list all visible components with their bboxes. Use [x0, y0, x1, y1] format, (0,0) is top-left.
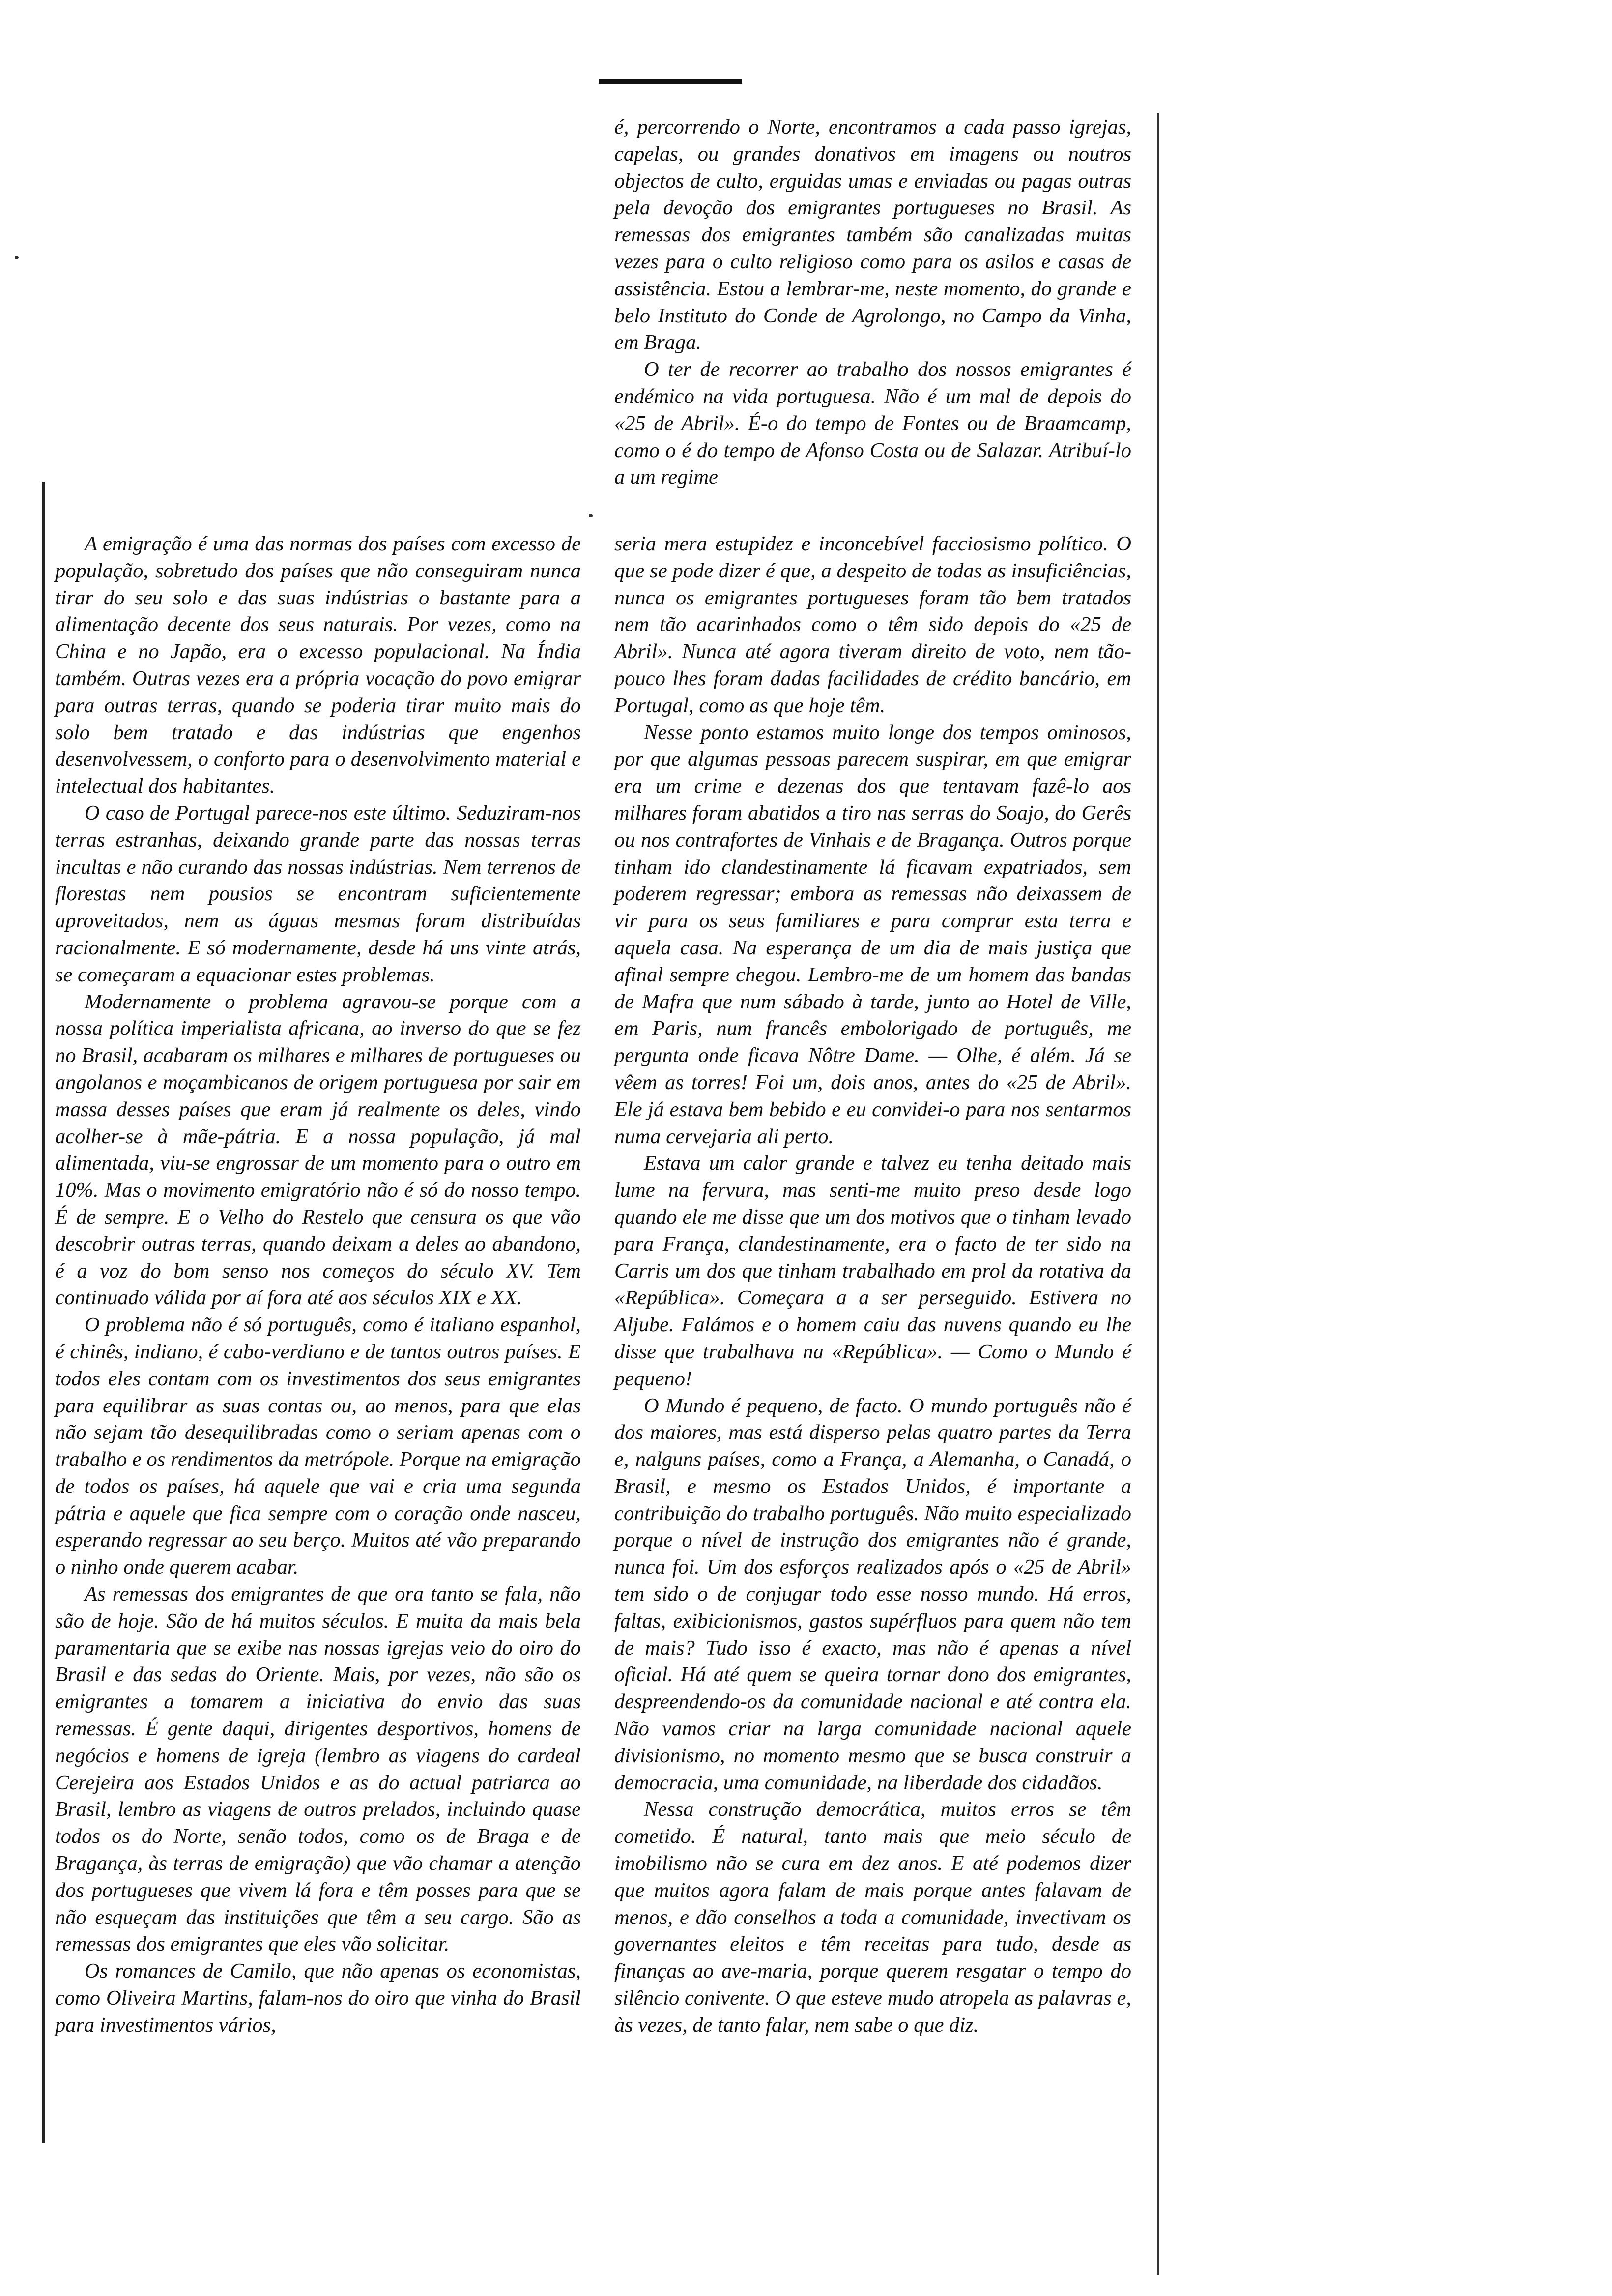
paragraph: Modernamente o problema agravou-se porque com a nossa política imperialista africana, ao inverso do que se fez no Brasil, acabaram os milhares e milhares de portugueses ou angolanos e moçambicanos de origem portuguesa por sair em massa desses países que eram já realmente os deles, vindo acolher-se à mãe-pátria. E a nossa população, já mal alimentada, viu-se engrossar de um momento para o outro em 10%. Mas o movimento emigratório não é só do nosso tempo. É de sempre. E o Velho do Restelo que censura os que vão descobrir outras terras, quando deixam a deles ao abandono, é a voz do bom senso nos começos do século XV. Tem continuado válida por aí fora até aos séculos XIX e XX.: [55, 990, 581, 1310]
right-column-rule: [1157, 113, 1159, 2275]
paragraph: Os romances de Camilo, que não apenas os economistas, como Oliveira Martins, falam-nos do oiro que vinha do Brasil para investimentos vários,: [55, 1959, 581, 2037]
paragraph: Estava um calor grande e talvez eu tenha deitado mais lume na fervura, mas senti-me muito preso desde logo quando ele me disse que um dos motivos que o tinham levado para França, clandestinamente, era o facto de ter sido na Carris um dos que tinham trabalhado em prol da rotativa da «República». Começara a a ser perseguido. Estivera no Aljube. Falámos e o homem caiu das nuvens quando eu lhe disse que trabalhava na «República». — Como o Mundo é pequeno!: [614, 1151, 1131, 1390]
left-column-rule: [42, 482, 45, 2143]
article-column-right-bottom: [614, 531, 1131, 2039]
scan-speck: [15, 256, 19, 259]
paragraph: Nesse ponto estamos muito longe dos tempos ominosos, por que algumas pessoas parecem suspirar, em que emigrar era um crime e dezenas dos que tentavam fazê-lo aos milhares foram abatidos a tiro nas serras do Soajo, do Gerês ou nos contrafortes de Vinhais e de Bragança. Outros porque tinham ido clandestinamente lá ficavam expatriados, sem poderem regressar; embora as remessas não deixassem de vir para os seus familiares e para comprar esta terra e aquela casa. Na esperança de um dia de mais justiça que afinal sempre chegou. Lembro-me de um homem das bandas de Mafra que num sábado à tarde, junto ao Hotel de Ville, em Paris, num francês embolorigado de português, me pergunta onde ficava Nôtre Dame. — Olhe, é além. Já se vêem as torres! Foi um, dois anos, antes do «25 de Abril». Ele já estava bem bebido e eu convidei-o para nos sentarmos numa cervejaria ali perto.: [614, 720, 1131, 1148]
paragraph: é, percorrendo o Norte, encontramos a cada passo igrejas, capelas, ou grandes donativos em imagens ou noutros objectos de culto, erguidas umas e enviadas ou pagas outras pela devoção dos emigrantes portugueses no Brasil. As remessas dos emigrantes também são canalizadas muitas vezes para o culto religioso como para os asilos e casas de assistência. Estou a lembrar-me, neste momento, do grande e belo Instituto do Conde de Agrolongo, no Campo da Vinha, em Braga.: [614, 115, 1131, 354]
paragraph: O Mundo é pequeno, de facto. O mundo português não é dos maiores, mas está disperso pelas quatro partes da Terra e, nalguns países, como a França, a Alemanha, o Canadá, o Brasil, e mesmo os Estados Unidos, é importante a contribuição do trabalho português. Não muito especializado porque o nível de instrução dos emigrantes não é grande, nunca foi. Um dos esforços realizados após o «25 de Abril» tem sido o de conjugar todo esse nosso mundo. Há erros, faltas, exibicionismos, gastos supérfluos para quem não tem de mais? Tudo isso é exacto, mas não é apenas a nível oficial. Há até quem se queira tornar dono dos emigrantes, despreendendo-os da comunidade nacional e até contra ela. Não vamos criar na larga comunidade nacional aquele divisionismo, no momento mesmo que se busca construir a democracia, uma comunidade, na liberdade dos cidadãos.: [614, 1394, 1131, 1794]
paragraph: seria mera estupidez e inconcebível facciosismo político. O que se pode dizer é que, a despeito de todas as insuficiências, nunca os emigrantes portugueses foram tão bem tratados nem tão acarinhados como o têm sido depois do «25 de Abril». Nunca até agora tiveram direito de voto, nem tão-pouco lhes foram dadas facilidades de crédito bancário, em Portugal, como as que hoje têm.: [614, 532, 1131, 717]
paragraph: A emigração é uma das normas dos países com excesso de população, sobretudo dos países que não conseguiram nunca tirar do seu solo e das suas indústrias o bastante para a alimentação decente dos seus naturais. Por vezes, como na China e no Japão, era o excesso populacional. Na Índia também. Outras vezes era a própria vocação do povo emigrar para outras terras, quando se poderia tirar muito mais do solo bem tratado e das indústrias que engenhos desenvolvessem, o conforto para o desenvolvimento material e intelectual dos habitantes.: [55, 532, 581, 798]
paragraph: Nessa construção democrática, muitos erros se têm cometido. É natural, tanto mais que meio século de imobilismo não se cura em dez anos. E até podemos dizer que muitos agora falam de mais porque antes falavam de menos, e dão conselhos a toda a comunidade, invectivam os governantes eleitos e têm receitas para tudo, desde as finanças ao ave-maria, porque querem resgatar o tempo do silêncio conivente. O que esteve mudo atropela as palavras e, às vezes, de tanto falar, nem sabe o que diz.: [614, 1798, 1131, 2037]
paragraph: O caso de Portugal parece-nos este último. Seduziram-nos terras estranhas, deixando grande parte das nossas terras incultas e não curando das nossas indústrias. Nem terrenos de florestas nem pousios se encontram suficientemente aproveitados, nem as águas mesmas foram distribuídas racionalmente. E só modernamente, desde há uns vinte atrás, se começaram a equacionar estes problemas.: [55, 801, 581, 986]
scan-speck: [589, 514, 593, 517]
article-column-left: [55, 531, 581, 2039]
paragraph: O ter de recorrer ao trabalho dos nossos emigrantes é endémico na vida portuguesa. Não é um mal de depois do «25 de Abril». É-o do tempo de Fontes ou de Braamcamp, como o é do tempo de Afonso Costa ou de Salazar. Atribuí-lo a um regime: [614, 358, 1131, 489]
article-column-right-top: [614, 114, 1131, 491]
paragraph: As remessas dos emigrantes de que ora tanto se fala, não são de hoje. São de há muitos séculos. E muita da mais bela paramentaria que se exibe nas nossas igrejas veio do oiro do Brasil e das sedas do Oriente. Mais, por vezes, não são os emigrantes a tomarem a iniciativa do envio das suas remessas. É gente daqui, dirigentes desportivos, homens de negócios e homens de igreja (lembro as viagens do cardeal Cerejeira aos Estados Unidos e as do actual patriarca ao Brasil, lembro as viagens de outros prelados, incluindo quase todos os do Norte, senão todos, como os de Braga e de Bragança, às terras de emigração) que vão chamar a atenção dos portugueses que vivem lá fora e têm posses para que se não esqueçam das instituições que têm a seu cargo. São as remessas dos emigrantes que eles vão solicitar.: [55, 1582, 581, 1956]
top-rule: [599, 79, 742, 84]
paragraph: O problema não é só português, como é italiano espanhol, é chinês, indiano, é cabo-verdiano e de tantos outros países. E todos eles contam com os investimentos dos seus emigrantes para equilibrar as suas contas ou, ao menos, para que elas não sejam tão desequilibradas como o seriam apenas com o trabalho e os rendimentos da metrópole. Porque na emigração de todos os países, há aquele que vai e cria uma segunda pátria e aquele que fica sempre com o coração onde nasceu, esperando regressar ao seu berço. Muitos até vão preparando o ninho onde querem acabar.: [55, 1313, 581, 1579]
